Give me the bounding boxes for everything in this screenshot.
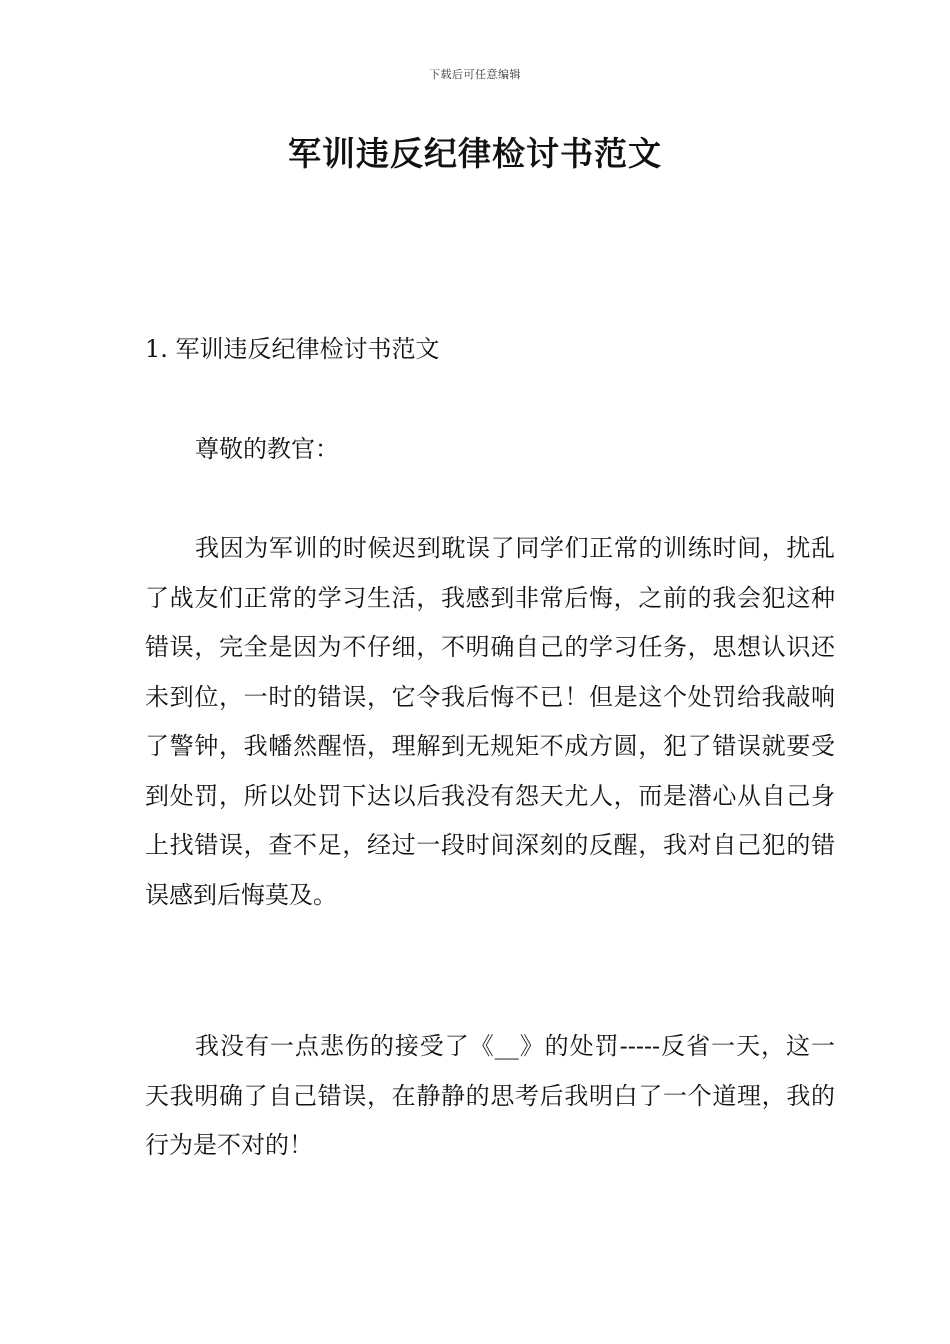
greeting-line: 尊敬的教官：	[195, 435, 339, 463]
body-paragraph: 我没有一点悲伤的接受了《__》的处罚-----反省一天，这一天我明确了自己错误，在静静的思考后我明白了一个道理，我的行为是不对的！	[145, 1032, 835, 1159]
document-title: 军训违反纪律检讨书范文	[288, 134, 662, 173]
header-note: 下载后可任意编辑	[429, 68, 521, 81]
section-heading: 1. 军训违反纪律检讨书范文	[145, 335, 440, 363]
body-paragraph: 我因为军训的时候迟到耽误了同学们正常的训练时间，扰乱了战友们正常的学习生活，我感到非常后悔，之前的我会犯这种错误，完全是因为不仔细，不明确自己的学习任务，思想认识还未到位，一时的错误，它令我后悔不已！但是这个处罚给我敲响了警钟，我幡然醒悟，理解到无规矩不成方圆，犯了错误就要受到处罚，所以处罚下达以后我没有怨天尤人，而是潜心从自己身上找错误，查不足，经过一段时间深刻的反醒，我对自己犯的错误感到后悔莫及。	[145, 534, 835, 909]
